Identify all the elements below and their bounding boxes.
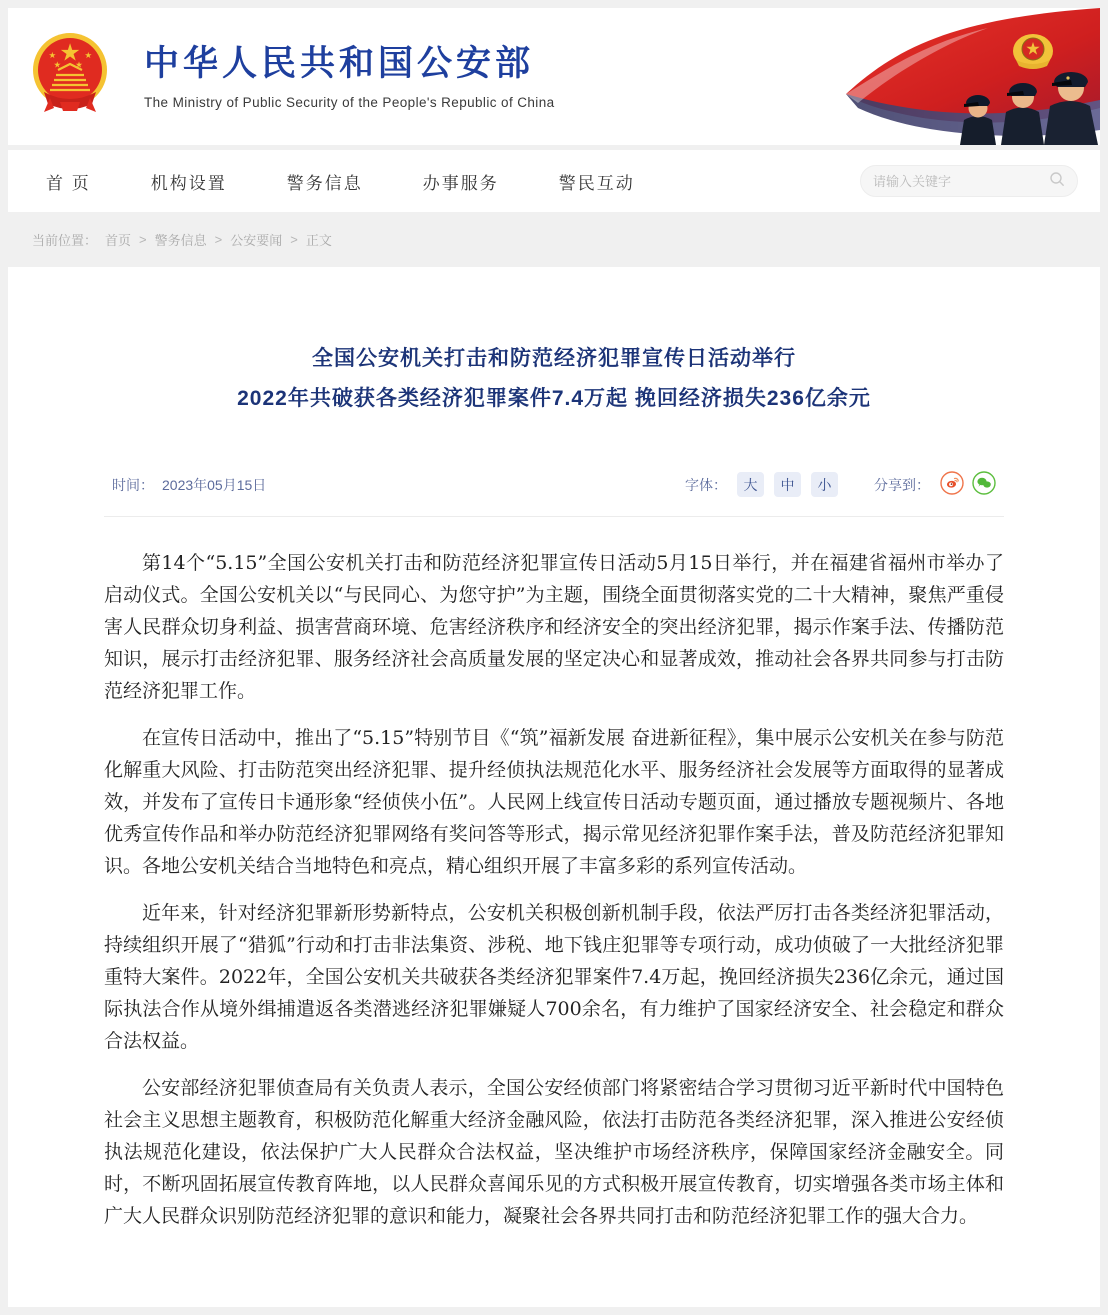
search-icon[interactable] — [1049, 171, 1065, 192]
site-header — [8, 8, 1100, 145]
time-label: 时间： — [112, 476, 154, 493]
article-paragraph: 近年来，针对经济犯罪新形势新特点，公安机关积极创新机制手段，依法严厉打击各类经济犯罪活动，持续组织开展了“猎狐”行动和打击非法集资、涉税、地下钱庄犯罪等专项行动，成功侦破了一大批经济犯罪重特大案件。2022年，全国公安机关共破获各类经济犯罪案件7.4万起，挽回经济损失236亿余元，通过国际执法合作从境外缉捕遣返各类潜逃经济犯罪嫌疑人700余名，有力维护了国家经济安全、社会稳定和群众合法权益。 — [104, 902, 1004, 1052]
nav-item-home[interactable]: 首 页 — [46, 173, 91, 193]
article-paragraph: 在宣传日活动中，推出了“5.15”特别节目《“筑”福新发展 奋进新征程》，集中展示公安机关在参与防范化解重大风险、打击防范突出经济犯罪、提升经侦执法规范化水平、服务经济社会发展等方面取得的显著成效，并发布了宣传日卡通形象“经侦侠小伍”。人民网上线宣传日活动专题页面，通过播放专题视频片、各地优秀宣传作品和举办防范经济犯罪网络有奖问答等形式，揭示常见经济犯罪作案手法，普及防范经济犯罪知识。各地公安机关结合当地特色和亮点，精心组织开展了丰富多彩的系列宣传活动。 — [104, 727, 1004, 877]
breadcrumb-separator: > — [214, 232, 223, 247]
share-wechat-icon[interactable] — [972, 471, 996, 498]
breadcrumb-news[interactable]: 公安要闻 — [230, 233, 283, 248]
share-weibo-icon[interactable] — [940, 471, 964, 498]
nav-item-services[interactable]: 办事服务 — [422, 173, 499, 193]
national-emblem-icon — [30, 32, 110, 121]
breadcrumb-separator: > — [290, 232, 298, 247]
nav-item-police-info[interactable]: 警务信息 — [286, 173, 363, 193]
article-title — [104, 339, 1004, 419]
font-size-small-button[interactable]: 小 — [811, 472, 838, 497]
publish-time — [112, 475, 266, 495]
search-input[interactable] — [873, 174, 1049, 189]
search-box — [860, 165, 1078, 197]
article-body — [104, 547, 1004, 1232]
breadcrumb-separator: > — [139, 232, 147, 247]
site-logo-link[interactable] — [30, 32, 555, 121]
font-size-large-button[interactable]: 大 — [737, 472, 764, 497]
font-size-label: 字体： — [685, 476, 727, 493]
article-card — [8, 267, 1100, 1307]
meta-divider — [104, 516, 1004, 517]
nav-item-organization[interactable]: 机构设置 — [150, 173, 227, 193]
article-paragraph: 第14个“5.15”全国公安机关打击和防范经济犯罪宣传日活动5月15日举行，并在福建省福州市举办了启动仪式。全国公安机关以“与民同心、为您守护”为主题，围绕全面贯彻落实党的二十大精神，聚焦严重侵害人民群众切身利益、损害营商环境、危害经济秩序和经济安全的突出经济犯罪，揭示作案手法、传播防范知识，展示打击经济犯罪、服务经济社会高质量发展的坚定决心和显著成效，推动社会各界共同参与打击防范经济犯罪工作。 — [104, 552, 1004, 702]
article-title-line1: 全国公安机关打击和防范经济犯罪宣传日活动举行 — [312, 347, 796, 370]
site-subtitle: The Ministry of Public Security of the People's Republic of China — [144, 95, 555, 110]
breadcrumb — [8, 212, 1100, 267]
time-value: 2023年05月15日 — [162, 476, 267, 493]
breadcrumb-police-info[interactable]: 警务信息 — [154, 233, 207, 248]
breadcrumb-home[interactable]: 首页 — [105, 233, 132, 248]
article-meta-row — [104, 471, 1004, 498]
main-nav — [8, 150, 1100, 212]
share-label: 分享到： — [874, 476, 930, 493]
site-title: 中华人民共和国公安部 — [144, 44, 535, 83]
breadcrumb-current: 正文 — [305, 233, 332, 248]
article-title-line2: 2022年共破获各类经济犯罪案件7.4万起 挽回经济损失236亿余元 — [237, 387, 871, 410]
breadcrumb-label: 当前位置： — [32, 233, 98, 248]
article-paragraph: 公安部经济犯罪侦查局有关负责人表示，全国公安经侦部门将紧密结合学习贯彻习近平新时代中国特色社会主义思想主题教育，积极防范化解重大经济金融风险，依法打击防范各类经济犯罪，深入推进公安经侦执法规范化建设，依法保护广大人民群众合法权益，坚决维护市场经济秩序，保障国家经济金融安全。同时，不断巩固拓展宣传教育阵地，以人民群众喜闻乐见的方式积极开展宣传教育，切实增强各类市场主体和广大人民群众识别防范经济犯罪的意识和能力，凝聚社会各界共同打击和防范经济犯罪工作的强大合力。 — [104, 1077, 1004, 1227]
nav-item-interaction[interactable]: 警民互动 — [558, 173, 635, 193]
font-size-medium-button[interactable]: 中 — [774, 472, 801, 497]
